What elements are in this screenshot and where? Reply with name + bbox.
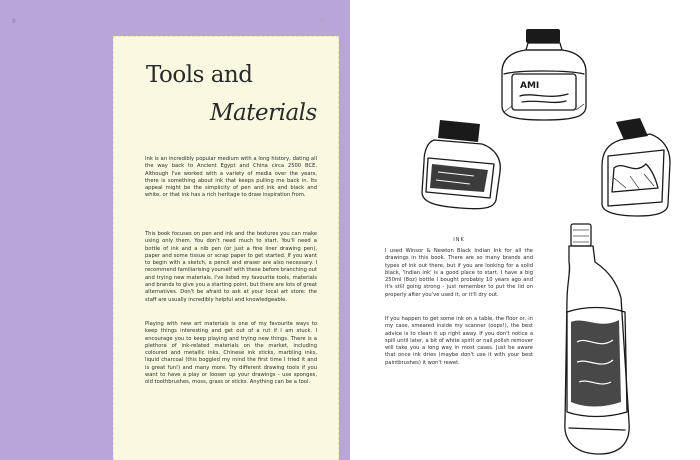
- ink-paragraph-brand: I used Winsor & Newton Black Indian Ink for all the drawings in this book. There are so many brands and types of ink out there, but if you are looking for a solid black, 'Indian ink' is a good place to start. I have a big 250ml (8oz) bottle I bought probably 10 years ago and it's still going strong - just remember to put the lid on properly after you've used it, or it'll dry out.: [385, 248, 533, 298]
- bottle-label-text: AMI: [520, 81, 540, 91]
- ink-bottle-top-icon: [498, 26, 590, 122]
- intro-paragraph: Ink is an incredibly popular medium with a long history, dating all the way back to Ancient Egypt and China circa 2500 BCE. Although I've worked with a variety of media over the years, there is something about ink that keeps pulling me back in. Its appeal might be the simplicity of pen and ink and black and white, or that ink has a rich heritage to draw inspiration from.: [145, 156, 317, 199]
- materials-paragraph: Playing with new art materials is one of my favourite ways to keep things interesting and get out of a rut if I am stuck. I encourage you to keep playing and trying new things. There is a plethora of ink-related materials on the market, including coloured and metallic inks, Chinese ink sticks, marbling inks, liquid charcoal (this boggled my mind the first time I tried it and is great fun!) and many more. Try different drawing tools if you want to have a play or loosen up your drawings - use sponges, old toothbrushes, moss, grass or sticks. Anything can be a tool.: [145, 321, 317, 386]
- page-number-left: 8: [12, 18, 16, 25]
- page-title-line2: Materials: [210, 100, 317, 126]
- ink-bottle-left-icon: [414, 118, 506, 212]
- focus-paragraph: This book focuses on pen and ink and the textures you can make using only them. You don't need much to start. You'll need a bottle of ink and a nib pen (or just a fine liner drawing pen), paper and some tissue or scrap paper to get started. If you want to begin with a sketch, a pencil and eraser are also necessary. I recommend familiarising yourself with these before branching out and trying new materials. I've listed my favourite tools, materials and brands to give you a starting point, but there are lots of great alternatives. Don't be afraid to ask at your local art store: the staff are usually incredibly helpful and knowledgeable.: [145, 231, 318, 303]
- page-title-line1: Tools and: [146, 62, 253, 88]
- ink-paragraph-spills: If you happen to get some ink on a table, the floor or, in my case, smeared inside my scanner (oops!), the best advice is to clean it up right away. If you don't notice a spill until later, a bit of white spirit or nail polish remover will take you a long way in most cases. Just be aware that once ink dries (maybe don't use it with your best paintbrushes) it won't rewet.: [385, 316, 533, 366]
- page-number-right: 9: [320, 18, 324, 25]
- ink-bottle-right-icon: [596, 118, 674, 218]
- section-heading-ink: INK: [453, 237, 465, 243]
- ink-bottle-tall-icon: [555, 222, 645, 458]
